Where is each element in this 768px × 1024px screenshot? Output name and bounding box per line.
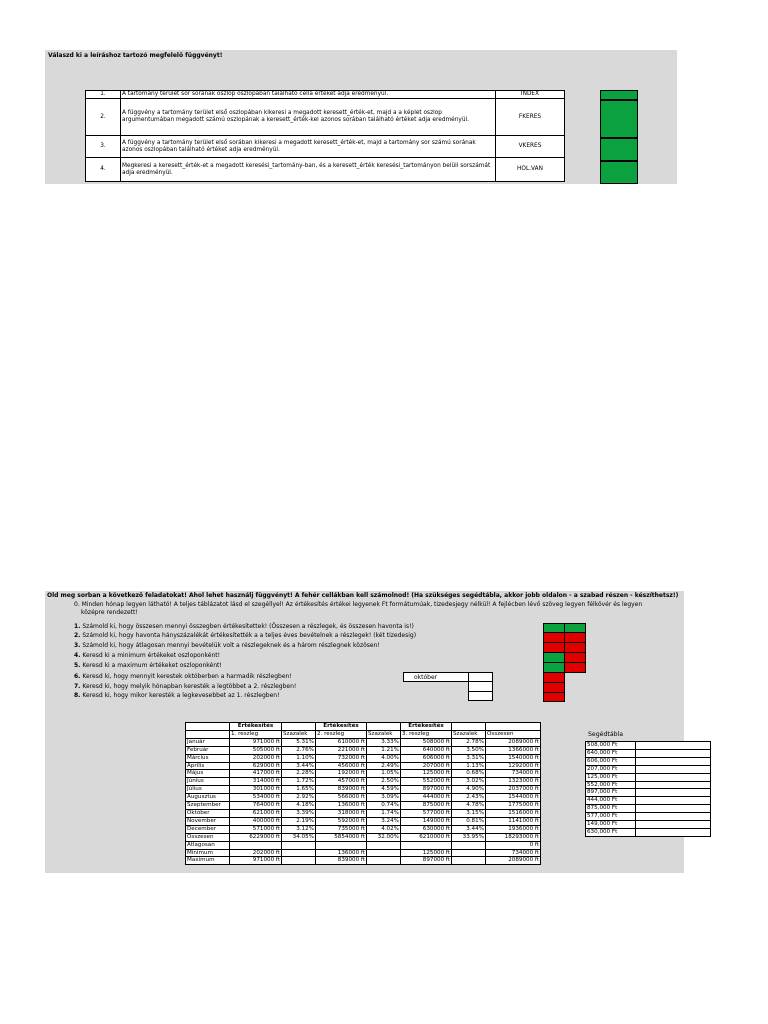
lookup-month-text: október [414,674,438,681]
task-number: 8. [74,692,81,699]
row-number: 4. [86,158,121,182]
helper-table-title: Segédtábla [588,731,624,738]
value-cell[interactable]: 456000 ft [316,762,367,770]
status-correct-4 [600,161,638,184]
table-row [186,802,541,810]
row-number: 3. [86,136,121,158]
month-label: Május [186,770,230,778]
value-cell[interactable]: 640000 ft [401,746,452,754]
helper-empty-cell[interactable] [636,789,711,797]
helper-empty-cell[interactable] [636,781,711,789]
task-item-4 [74,652,220,660]
column-header: 2. reszleg [316,730,367,738]
table-row [186,746,541,754]
month-label: Február [186,746,230,754]
task-item-5 [74,662,222,670]
value-cell[interactable]: 592000 ft [316,817,367,825]
section1-title: Válaszd ki a leíráshoz tartozó megfelelő függvényt! [48,52,223,59]
percent-cell[interactable] [367,857,401,865]
helper-empty-cell[interactable] [636,813,711,821]
task-number: 2. [74,632,81,639]
month-label: Augusztus [186,794,230,802]
helper-value[interactable]: 552,000 Ft [586,781,636,789]
value-cell[interactable]: 875000 ft [401,802,452,810]
percent-cell[interactable] [452,841,486,849]
table-row [86,91,565,99]
percent-cell[interactable] [367,849,401,857]
percent-cell[interactable]: 1.65% [282,786,316,794]
group-header-1: Értékesítés [230,723,282,731]
row-description: A függvény a tartomány terület első sorában kikeresi a megadott keresett_érték-et, majd a tartomány sor számú sorának azonos oszlopában található értéket adja eredményül. [121,136,496,158]
table-row [86,99,565,136]
month-label: Összesen [186,833,230,841]
helper-row [586,813,711,821]
month-label: Maximum [186,857,230,865]
sales-table-body [186,738,541,865]
month-label: Június [186,778,230,786]
percent-cell[interactable]: 2.92% [282,794,316,802]
column-header: Szazalek [282,730,316,738]
percent-cell[interactable]: 4.02% [367,825,401,833]
helper-row [586,765,711,773]
table-row [186,809,541,817]
percent-cell[interactable]: 34.05% [282,833,316,841]
value-cell[interactable]: 0 ft [486,841,541,849]
value-cell[interactable]: 125000 ft [401,770,452,778]
value-cell[interactable]: 839000 ft [316,857,367,865]
value-cell[interactable]: 629000 ft [230,762,282,770]
task-0-line2: középre rendezett! [81,609,138,616]
percent-cell[interactable] [367,841,401,849]
group-header-2: Értékesítés [316,723,367,731]
value-cell[interactable]: 971000 ft [230,857,282,865]
value-cell[interactable]: 621000 ft [230,809,282,817]
table-row [186,794,541,802]
lookup-month-label [403,672,469,682]
value-cell[interactable]: 534000 ft [230,794,282,802]
value-cell[interactable]: 1544000 ft [486,794,541,802]
value-cell[interactable]: 505000 ft [230,746,282,754]
value-cell[interactable]: 202000 ft [230,754,282,762]
helper-row [586,773,711,781]
empty-header-cell [486,723,541,731]
task-text: Számold ki, hogy átlagosan mennyi bevételük volt a részlegeknek és a három részlegnek közösen! [80,642,380,649]
value-cell[interactable]: 734000 ft [486,770,541,778]
helper-row [586,781,711,789]
value-cell[interactable]: 6210000 ft [401,833,452,841]
value-cell[interactable]: 1540000 ft [486,754,541,762]
helper-value[interactable]: 577,000 Ft [586,813,636,821]
status-task-5b [564,662,586,673]
month-label: Március [186,754,230,762]
helper-row [586,789,711,797]
value-cell[interactable]: 1323000 ft [486,778,541,786]
row-description: A tartomány terület sor sorának oszlop oszlopában található cella értékét adja eredményül. [121,91,496,99]
helper-empty-cell[interactable] [636,821,711,829]
percent-cell[interactable]: 1.10% [282,754,316,762]
value-cell[interactable]: 2037000 ft [486,786,541,794]
task-item-2 [74,632,416,640]
value-cell[interactable]: 136000 ft [316,849,367,857]
task-number: 4. [74,652,81,659]
percent-cell[interactable]: 1.21% [367,746,401,754]
percent-cell[interactable]: 3.15% [452,809,486,817]
value-cell[interactable]: 202000 ft [230,849,282,857]
value-cell[interactable]: 5854000 ft [316,833,367,841]
row-number: 2. [86,99,121,136]
group-header-3: Értékesítés [401,723,452,731]
percent-cell[interactable] [282,849,316,857]
value-cell[interactable]: 318000 ft [316,809,367,817]
percent-cell[interactable]: 2.76% [282,746,316,754]
task-item-1 [74,623,414,631]
task-text: Keresd ki, hogy melyik hónapban keresték a legtöbbet a 2. részlegben! [80,683,297,690]
section2-title: Old meg sorban a következő feladatokat! Ahol lehet használj függvényt! A fehér cellákban kell számolnod! (Ha szükséges segédtábla, akkor jobb oldalon - a szabad részen - készíthetsz!) [47,592,679,599]
percent-cell[interactable]: 5.31% [282,738,316,746]
percent-cell[interactable]: 0.74% [367,802,401,810]
table-row [186,849,541,857]
percent-cell[interactable]: 4.59% [367,786,401,794]
value-cell[interactable]: 417000 ft [230,770,282,778]
percent-cell[interactable]: 0.81% [452,817,486,825]
helper-value[interactable]: 640,000 Ft [586,749,636,757]
percent-cell[interactable]: 3.09% [367,794,401,802]
value-cell[interactable]: 6229000 ft [230,833,282,841]
value-cell[interactable]: 735000 ft [316,825,367,833]
percent-cell[interactable]: 3.02% [452,778,486,786]
percent-cell[interactable]: 2.49% [367,762,401,770]
value-cell[interactable]: 897000 ft [401,857,452,865]
helper-row [586,742,711,750]
value-cell[interactable] [230,841,282,849]
task-text: Keresd ki, hogy mikor keresték a legkevesebbet az 1. részlegben! [80,692,280,699]
percent-cell[interactable]: 2.50% [367,778,401,786]
table-row [86,136,565,158]
status-correct-1 [600,90,638,100]
table-group-header-row [186,723,541,731]
month-label: Április [186,762,230,770]
task-number: 3. [74,642,81,649]
percent-cell[interactable]: 4.78% [452,802,486,810]
task-text: Számold ki, hogy összesen mennyi összegben értékesítettek! (Összesen a részlegek, és összesen havonta is!) [80,623,414,630]
table-row [186,738,541,746]
value-cell[interactable]: 630000 ft [401,825,452,833]
column-header: 1. reszleg [230,730,282,738]
empty-header-cell [367,723,401,731]
percent-cell[interactable]: 3.33% [367,738,401,746]
helper-table [585,741,711,837]
empty-header-cell [282,723,316,731]
empty-header-cell [186,730,230,738]
percent-cell[interactable]: 1.74% [367,809,401,817]
percent-cell[interactable]: 33.95% [452,833,486,841]
value-cell[interactable] [316,841,367,849]
helper-row [586,821,711,829]
helper-value[interactable]: 897,000 Ft [586,789,636,797]
value-cell[interactable]: 571000 ft [230,825,282,833]
task-item-8 [74,692,280,700]
month-label: Minimum [186,849,230,857]
month-label: Szeptember [186,802,230,810]
row-description: Megkeresi a keresett_érték-et a megadott keresési_tartomány-ban, és a keresett_érték keresési_tartományon belüli sorszámát adja eredményül. [121,158,496,182]
empty-header-cell [186,723,230,731]
helper-empty-cell[interactable] [636,757,711,765]
value-cell[interactable]: 1366000 ft [486,746,541,754]
helper-value[interactable]: 875,000 Ft [586,805,636,813]
value-cell[interactable]: 839000 ft [316,786,367,794]
helper-row [586,828,711,836]
value-cell[interactable]: 897000 ft [401,786,452,794]
value-cell[interactable]: 221000 ft [316,746,367,754]
table-row [186,778,541,786]
answer-cell-8[interactable] [468,691,493,701]
task-text: Keresd ki, hogy mennyit kerestek októberben a harmadik részlegben! [80,673,292,680]
helper-empty-cell[interactable] [636,765,711,773]
percent-cell[interactable]: 2.28% [282,770,316,778]
task-text: Számold ki, hogy havonta hányszázalékát értékesítették a a teljes éves bevételnek a részlegek! (két tizedesig) [80,632,417,639]
percent-cell[interactable]: 3.50% [452,746,486,754]
helper-table-body [586,742,711,837]
value-cell[interactable]: 764000 ft [230,802,282,810]
helper-empty-cell[interactable] [636,749,711,757]
table-row [186,841,541,849]
value-cell[interactable]: 1936000 ft [486,825,541,833]
status-correct-2 [600,100,638,138]
percent-cell[interactable]: 2.78% [452,738,486,746]
column-header: 3. reszleg [401,730,452,738]
percent-cell[interactable]: 0.68% [452,770,486,778]
task-number: 5. [74,662,81,669]
value-cell[interactable]: 149000 ft [401,817,452,825]
percent-cell[interactable]: 4.00% [367,754,401,762]
table-row [186,825,541,833]
task-item-7 [74,683,296,691]
month-label: November [186,817,230,825]
month-label: Október [186,809,230,817]
month-label: Július [186,786,230,794]
value-cell[interactable]: 732000 ft [316,754,367,762]
column-header: Szazalek [452,730,486,738]
answer-cell[interactable]: FKERES [496,99,565,136]
helper-row [586,757,711,765]
value-cell[interactable]: 577000 ft [401,809,452,817]
task-item-3 [74,642,380,650]
value-cell[interactable]: 457000 ft [316,778,367,786]
helper-row [586,805,711,813]
value-cell[interactable] [401,841,452,849]
task-number: 6. [74,673,81,680]
value-cell[interactable]: 1141000 ft [486,817,541,825]
helper-value[interactable]: 207,000 Ft [586,765,636,773]
helper-value[interactable]: 606,000 Ft [586,757,636,765]
table-row [186,786,541,794]
percent-cell[interactable] [452,857,486,865]
value-cell[interactable]: 192000 ft [316,770,367,778]
percent-cell[interactable]: 3.31% [452,754,486,762]
helper-empty-cell[interactable] [636,742,711,750]
percent-cell[interactable]: 4.90% [452,786,486,794]
sales-table [185,722,541,865]
status-task-8 [543,692,565,702]
value-cell[interactable]: 301000 ft [230,786,282,794]
value-cell[interactable]: 1516000 ft [486,809,541,817]
table-row [186,754,541,762]
helper-row [586,797,711,805]
percent-cell[interactable] [282,841,316,849]
percent-cell[interactable]: 3.39% [282,809,316,817]
value-cell[interactable]: 136000 ft [316,802,367,810]
row-description: A függvény a tartomány terület első oszlopában kikeresi a megadott keresett_érték-et, majd a a képlet oszlop argumentumában megadott számú oszlopának a keresett_érték-kel azonos sorában található értéket adja eredményül. [121,99,496,136]
table-row [186,770,541,778]
table-row [186,833,541,841]
percent-cell[interactable]: 3.12% [282,825,316,833]
value-cell[interactable]: 2089000 ft [486,738,541,746]
task-number: 1. [74,623,81,630]
helper-empty-cell[interactable] [636,797,711,805]
percent-cell[interactable]: 4.18% [282,802,316,810]
value-cell[interactable]: 444000 ft [401,794,452,802]
month-label: Január [186,738,230,746]
value-cell[interactable]: 1292000 ft [486,762,541,770]
percent-cell[interactable] [452,849,486,857]
helper-value[interactable]: 149,000 Ft [586,821,636,829]
column-header: Szazalek [367,730,401,738]
row-number: 1. [86,91,121,99]
answer-cell[interactable]: VKERES [496,136,565,158]
percent-cell[interactable]: 3.44% [452,825,486,833]
empty-header-cell [452,723,486,731]
value-cell[interactable]: 18293000 ft [486,833,541,841]
status-correct-3 [600,138,638,161]
percent-cell[interactable]: 1.72% [282,778,316,786]
value-cell[interactable]: 1775000 ft [486,802,541,810]
answer-cell[interactable]: HOL.VAN [496,158,565,182]
table-row [186,857,541,865]
percent-cell[interactable]: 3.44% [282,762,316,770]
task-text: Keresd ki a minimum értékeket oszloponként! [80,652,221,659]
value-cell[interactable]: 610000 ft [316,738,367,746]
value-cell[interactable]: 971000 ft [230,738,282,746]
table-row [186,762,541,770]
value-cell[interactable]: 734000 ft [486,849,541,857]
month-label: December [186,825,230,833]
column-header: Összesen [486,730,541,738]
answer-cell[interactable]: INDEX [496,91,565,99]
helper-empty-cell[interactable] [636,805,711,813]
percent-cell[interactable]: 2.19% [282,817,316,825]
task-number: 7. [74,683,81,690]
value-cell[interactable]: 2089000 ft [486,857,541,865]
helper-value[interactable]: 630,000 Ft [586,828,636,836]
table-sub-header-row [186,730,541,738]
percent-cell[interactable]: 1.05% [367,770,401,778]
percent-cell[interactable]: 32.00% [367,833,401,841]
helper-value[interactable]: 125,000 Ft [586,773,636,781]
table-row [86,158,565,182]
value-cell[interactable]: 207000 ft [401,762,452,770]
value-cell[interactable]: 552000 ft [401,778,452,786]
table-row [186,817,541,825]
value-cell[interactable]: 508000 ft [401,738,452,746]
value-cell[interactable]: 566000 ft [316,794,367,802]
helper-row [586,749,711,757]
value-cell[interactable]: 606000 ft [401,754,452,762]
value-cell[interactable]: 400000 ft [230,817,282,825]
value-cell[interactable]: 125000 ft [401,849,452,857]
percent-cell[interactable]: 1.13% [452,762,486,770]
function-table [85,90,565,182]
helper-empty-cell[interactable] [636,828,711,836]
task-item-6 [74,673,292,681]
month-label: Átlagosan [186,841,230,849]
task-0-line1: 0. Minden hónap legyen látható! A teljes táblázatot lásd el szegéllyel! Az értékesítés értékei legyenek Ft formátumúak, tizedesjegy nélkül! A fejlécben lévő szöveg legyen félkövér és legyen [74,601,643,608]
percent-cell[interactable] [282,857,316,865]
helper-value[interactable]: 508,000 Ft [586,742,636,750]
percent-cell[interactable]: 3.24% [367,817,401,825]
value-cell[interactable]: 314000 ft [230,778,282,786]
helper-empty-cell[interactable] [636,773,711,781]
helper-value[interactable]: 444,000 Ft [586,797,636,805]
task-text: Keresd ki a maximum értékeket oszloponként! [80,662,222,669]
percent-cell[interactable]: 2.43% [452,794,486,802]
